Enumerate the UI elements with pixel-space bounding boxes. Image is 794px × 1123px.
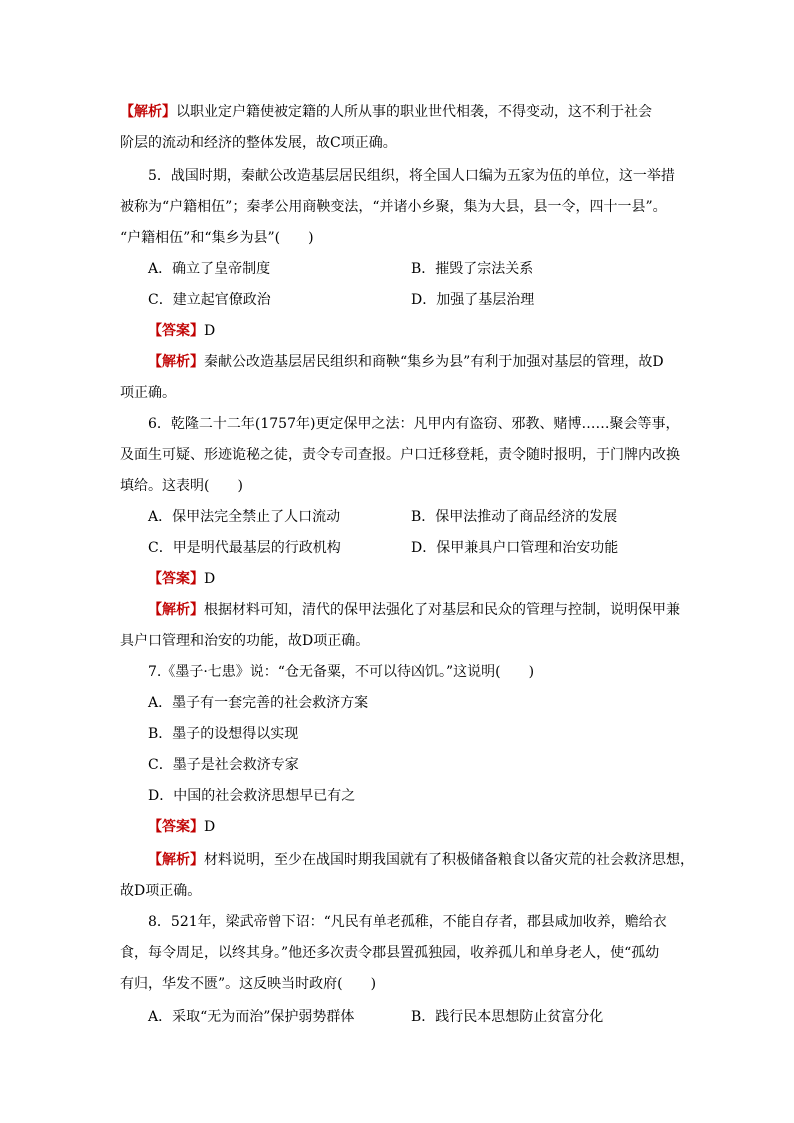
- q6-analysis-line-1: 【解析】根据材料可知，清代的保甲法强化了对基层和民众的管理与控制，说明保甲兼: [148, 602, 680, 618]
- q5-analysis-line-2: 项正确。: [120, 385, 176, 401]
- q7-analysis-line-1: 【解析】材料说明，至少在战国时期我国就有了积极储备粮食以备灾荒的社会救济思想，: [148, 852, 694, 868]
- q7-option-d: D．中国的社会救济思想早已有之: [148, 788, 356, 804]
- q5-option-c: C．建立起官僚政治: [148, 292, 271, 308]
- q5-option-d: D．加强了基层治理: [411, 292, 535, 308]
- q7-option-c: C．墨子是社会救济专家: [148, 757, 299, 773]
- q5-option-a: A．确立了皇帝制度: [148, 261, 271, 277]
- q6-option-a: A．保甲法完全禁止了人口流动: [148, 509, 341, 525]
- analysis-tag: 【解析】: [120, 104, 176, 120]
- answer-tag: 【答案】: [148, 323, 204, 339]
- q8-stem-line-3: 有归，华发不匮”。这反映当时政府( ): [120, 976, 377, 992]
- q4-analysis-line-1: 【解析】以职业定户籍使被定籍的人所从事的职业世代相袭，不得变动，这不利于社会: [120, 104, 652, 120]
- q6-analysis-line-2: 具户口管理和治安的功能，故D项正确。: [120, 633, 370, 649]
- analysis-tag: 【解析】: [148, 852, 204, 868]
- analysis-tag: 【解析】: [148, 602, 204, 618]
- answer-tag: 【答案】: [148, 819, 204, 835]
- q7-analysis-line-2: 故D项正确。: [120, 883, 202, 899]
- q5-option-b: B．摧毁了宗法关系: [411, 261, 534, 277]
- q8-stem-line-2: 食，每令周足，以终其身。”他还多次责令郡县置孤独园，收养孤儿和单身老人，使“孤幼: [120, 945, 660, 961]
- q5-stem-line-2: 被称为“户籍相伍”；秦孝公用商鞅变法，“并诸小乡聚，集为大县，县一令，四十一县”。: [120, 199, 667, 215]
- q7-option-a: A．墨子有一套完善的社会救济方案: [148, 695, 369, 711]
- q5-analysis-line-1: 【解析】秦献公改造基层居民组织和商鞅“集乡为县”有利于加强对基层的管理，故D: [148, 354, 664, 370]
- q6-stem-line-1: 6．乾隆二十二年(1757年)更定保甲之法：凡甲内有盗窃、邪教、赌博……聚会等事，: [148, 416, 680, 432]
- q6-option-c: C．甲是明代最基层的行政机构: [148, 540, 341, 556]
- q5-stem-line-1: 5．战国时期，秦献公改造基层居民组织，将全国人口编为五家为伍的单位，这一举措: [148, 168, 675, 184]
- q7-answer: 【答案】D: [148, 819, 216, 835]
- q8-option-a: A．采取“无为而治”保护弱势群体: [148, 1009, 355, 1025]
- q7-stem: 7.《墨子·七患》说：“仓无备粟，不可以待凶饥。”这说明( ): [148, 664, 535, 680]
- q4-analysis-line-2: 阶层的流动和经济的整体发展，故C项正确。: [120, 135, 397, 151]
- q6-option-d: D．保甲兼具户口管理和治安功能: [411, 540, 619, 556]
- q5-answer: 【答案】D: [148, 323, 216, 339]
- q5-stem-line-3: “户籍相伍”和“集乡为县”( ): [120, 230, 314, 246]
- answer-tag: 【答案】: [148, 571, 204, 587]
- q7-option-b: B．墨子的设想得以实现: [148, 726, 299, 742]
- q6-answer: 【答案】D: [148, 571, 216, 587]
- q8-stem-line-1: 8．521年，梁武帝曾下诏：“凡民有单老孤稚，不能自存者，郡县咸加收养，赡给衣: [148, 914, 667, 930]
- q6-stem-line-2: 及面生可疑、形迹诡秘之徒，责令专司查报。户口迁移登耗，责令随时报明，于门牌内改换: [120, 447, 680, 463]
- q8-option-b: B．践行民本思想防止贫富分化: [411, 1009, 604, 1025]
- analysis-tag: 【解析】: [148, 354, 204, 370]
- q6-option-b: B．保甲法推动了商品经济的发展: [411, 509, 618, 525]
- q6-stem-line-3: 填给。这表明( ): [120, 478, 243, 494]
